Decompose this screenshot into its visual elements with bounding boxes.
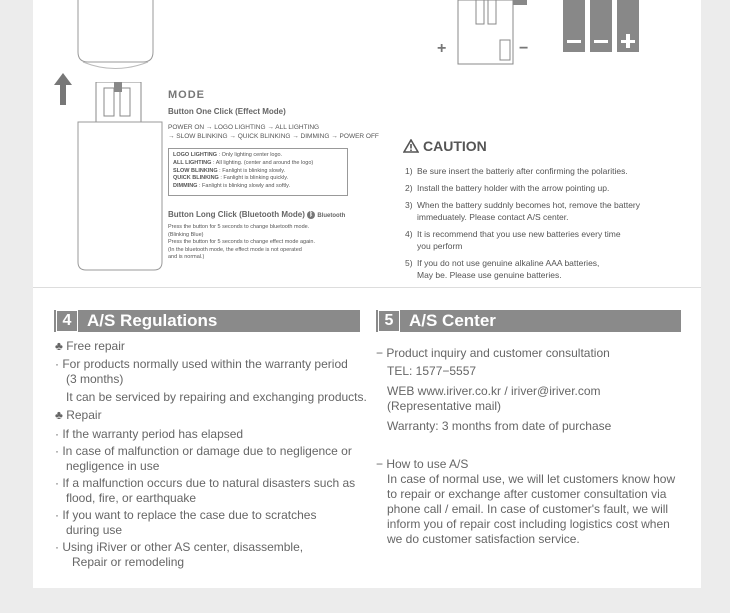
free-repair-note: It can be serviced by repairing and exchanging products. <box>66 390 367 404</box>
caution-heading <box>403 138 487 154</box>
caution-item: 5) If you do not use genuine alkaline AAA batteries, May be. Please use genuine batteries. <box>405 258 600 280</box>
tel-line: TEL: 1577−5557 <box>387 364 477 378</box>
caution-item: 2) Install the battery holder with the arrow pointing up. <box>405 183 610 193</box>
mode-title: MODE <box>168 89 205 101</box>
caution-list <box>405 165 695 286</box>
light-stick-top-illustration <box>73 0 163 75</box>
as-center-number: 5 <box>378 310 400 332</box>
battery-minus-sign: − <box>519 40 529 57</box>
repair-item: · If a malfunction occurs due to natural disasters such as flood, fire, or earthquake <box>55 476 356 505</box>
as-center-header <box>376 310 681 332</box>
how-to-label: − How to use A/S <box>376 457 469 471</box>
up-arrow-icon <box>53 73 73 107</box>
repair-item: · In case of malfunction or damage due to negligence or negligence in use <box>55 444 352 473</box>
caution-item: 4) It is recommend that you use new batteries every time you perform <box>405 229 621 251</box>
legend-row: SLOW BLINKING : Fanlight is blinking slowly. <box>173 167 286 174</box>
as-regulations-title: A/S Regulations <box>87 311 218 330</box>
legend-row: DIMMING : Fanlight is blinking slowly and softly. <box>173 183 290 190</box>
light-stick-body-illustration <box>76 82 166 272</box>
long-click-description: Press the button for 5 seconds to change bluetooth mode. (Blinking Blue) Press the button for 5 seconds to change effect mode again. (In the bluetooth mode, the effect mode is not operated and is normal.) <box>168 224 315 260</box>
free-repair-label: ♣ Free repair <box>55 339 125 353</box>
caution-item: 1) Be sure insert the batteriy after confirming the polarities. <box>405 166 628 176</box>
legend-row: LOGO LIGHTING : Only lighting center logo. <box>173 152 283 158</box>
free-repair-item-cont: (3 months) <box>66 372 124 386</box>
as-regulations-number: 4 <box>56 310 78 332</box>
repair-label: ♣ Repair <box>55 408 102 422</box>
caution-title: CAUTION <box>423 138 487 154</box>
one-click-title: Button One Click (Effect Mode) <box>168 107 286 116</box>
bluetooth-label: Bluetooth <box>317 213 346 219</box>
bluetooth-icon: ᛒ <box>307 211 315 219</box>
warranty-line: Warranty: 3 months from date of purchase <box>387 419 612 433</box>
repair-item: · Using iRiver or other AS center, disassemble, Repair or remodeling <box>55 540 304 569</box>
mode-legend-box <box>168 148 348 196</box>
section-divider <box>33 287 701 288</box>
as-center-title: A/S Center <box>409 311 496 330</box>
web-line: WEB www.iriver.co.kr / iriver@iriver.com <box>387 384 601 398</box>
long-click-title: Button Long Click (Bluetooth Mode) ᛒ Bluetooth <box>168 210 346 219</box>
web-note: (Representative mail) <box>387 399 502 413</box>
mode-sequence-1: POWER ON → LOGO LIGHTING → ALL LIGHTING <box>168 124 320 131</box>
legend-row: QUICK BLINKING : Fanlight is blinking quickly. <box>173 175 289 182</box>
manual-page <box>33 0 701 588</box>
free-repair-item: · For products normally used within the warranty period <box>55 357 348 371</box>
caution-item: 3) When the battery suddnly becomes hot, remove the battery immeduately. Please contact A/S center. <box>405 200 641 222</box>
warning-icon <box>403 139 419 153</box>
repair-item: · If the warranty period has elapsed <box>55 427 244 441</box>
battery-plus-sign: + <box>437 40 447 57</box>
battery-holder-illustration <box>428 0 658 70</box>
mode-sequence-2: → SLOW BLINKING → QUICK BLINKING → DIMMING → POWER OFF <box>168 133 379 140</box>
inquiry-label: − Product inquiry and customer consultation <box>376 346 610 360</box>
as-center-body <box>376 346 696 547</box>
as-regulations-header <box>54 310 360 332</box>
how-to-text: In case of normal use, we will let customers know how to repair or exchange after customer consultation via phone call / email. In case of customer's fault, we will inform you of repair cost including logistics cost when we do customer satisfaction service. <box>387 472 676 546</box>
repair-item: · If you want to replace the case due to scratches during use <box>55 508 317 537</box>
as-regulations-body <box>55 339 385 570</box>
legend-row: ALL LIGHTING : All lighting. (center and around the logo) <box>173 159 314 166</box>
